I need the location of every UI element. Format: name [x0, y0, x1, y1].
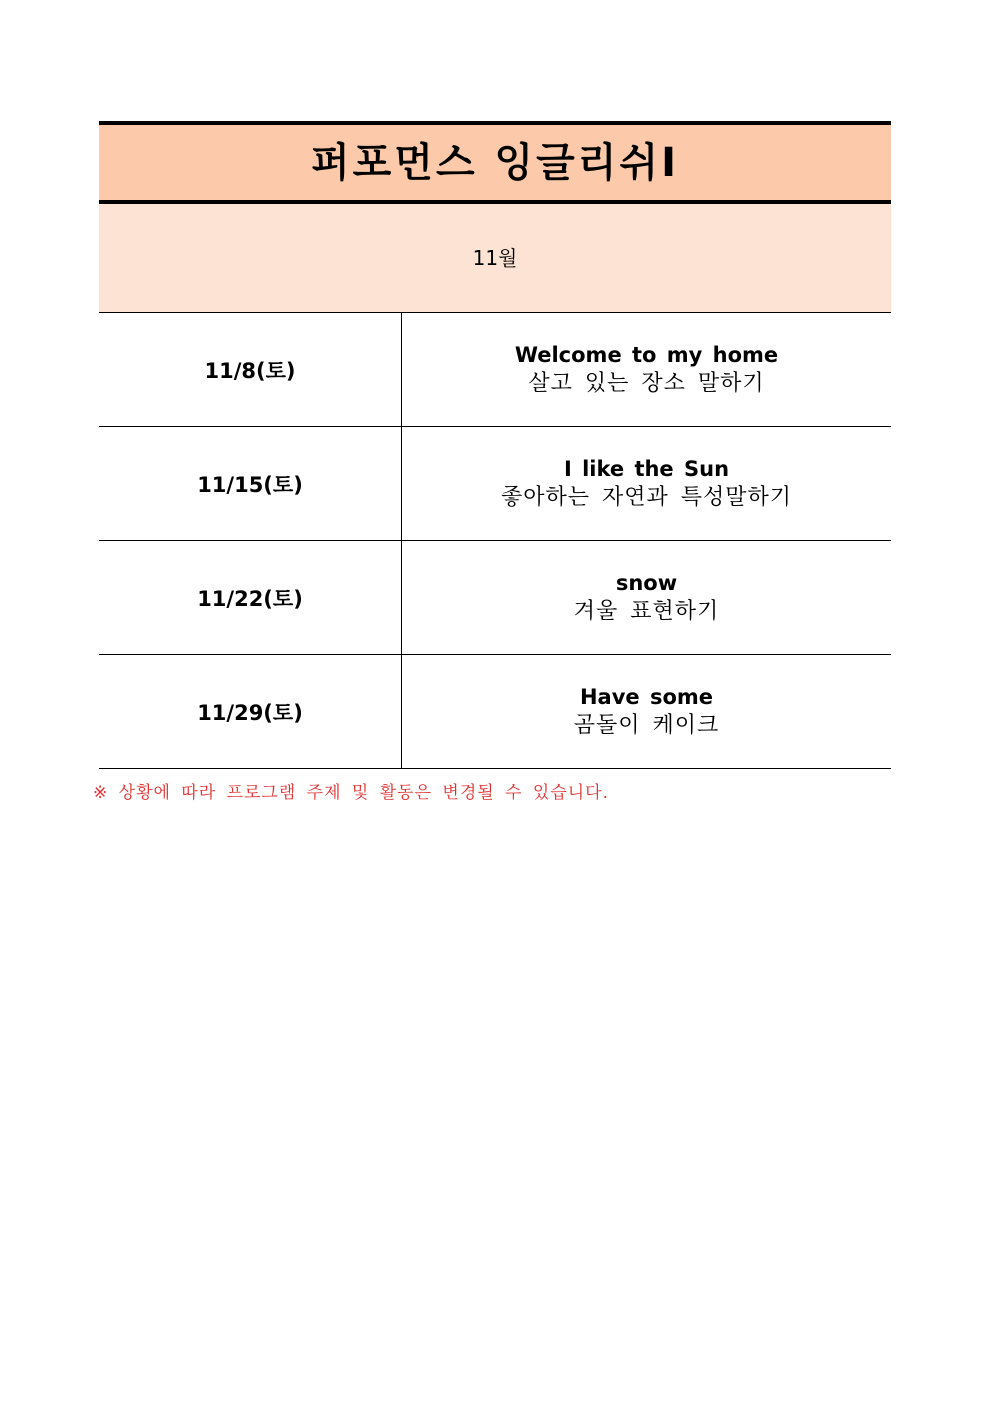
month-label: 11월	[472, 246, 518, 270]
table-row	[99, 655, 891, 769]
session-description: 좋아하는 자연과 특성말하기	[500, 484, 792, 510]
session-description: 겨울 표현하기	[573, 598, 720, 624]
session-topic-cell	[402, 427, 891, 540]
session-date: 11/15(토)	[99, 427, 402, 540]
table-row	[99, 427, 891, 541]
table-row	[99, 313, 891, 427]
program-title: 퍼포먼스 잉글리쉬Ⅰ	[311, 139, 679, 186]
session-topic-cell	[402, 313, 891, 426]
session-date: 11/8(토)	[99, 313, 402, 426]
session-date: 11/29(토)	[99, 655, 402, 768]
session-topic-cell	[402, 541, 891, 654]
session-date: 11/22(토)	[99, 541, 402, 654]
title-row	[99, 121, 891, 204]
schedule-table	[99, 121, 891, 769]
session-topic: Welcome to my home	[514, 342, 779, 367]
month-row	[99, 204, 891, 313]
session-topic-cell	[402, 655, 891, 768]
session-topic: snow	[615, 570, 678, 595]
session-description: 곰돌이 케이크	[573, 712, 720, 738]
change-notice: ※ 상황에 따라 프로그램 주제 및 활동은 변경될 수 있습니다.	[93, 783, 609, 803]
table-row	[99, 541, 891, 655]
session-topic: I like the Sun	[563, 456, 730, 481]
session-description: 살고 있는 장소 말하기	[528, 370, 765, 396]
session-topic: Have some	[579, 684, 714, 709]
